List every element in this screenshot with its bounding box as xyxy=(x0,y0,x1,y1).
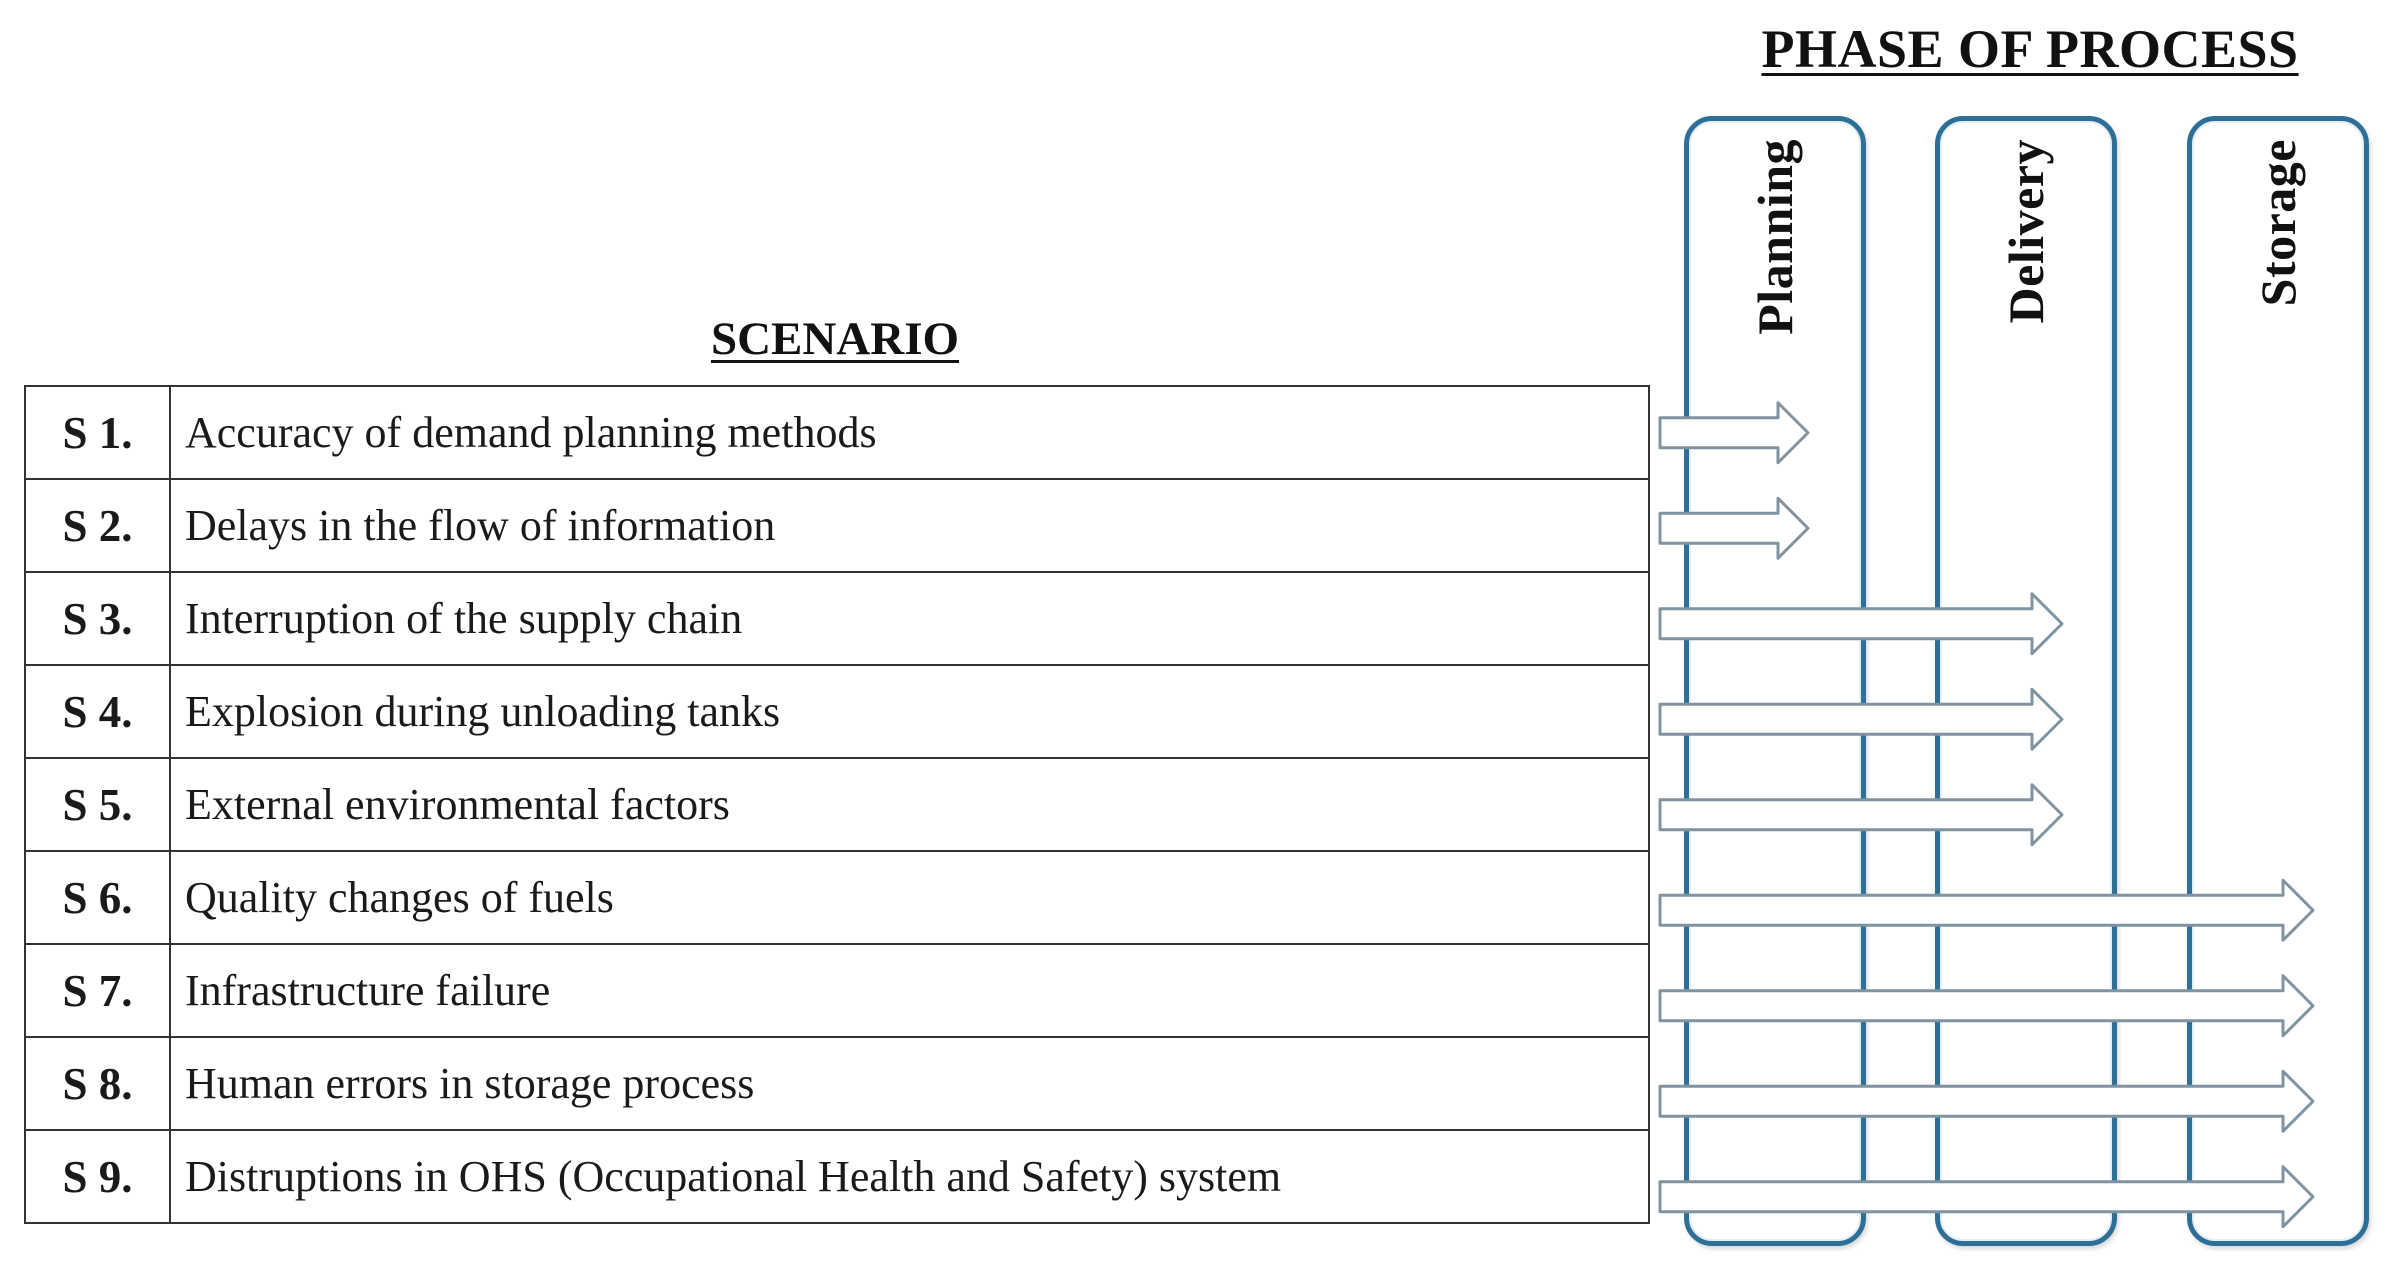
scenario-text: Accuracy of demand planning methods xyxy=(170,386,1649,479)
scenario-text: Interruption of the supply chain xyxy=(170,572,1649,665)
scenario-row xyxy=(25,944,1649,1037)
scenario-text: Infrastructure failure xyxy=(170,944,1649,1037)
scenario-row xyxy=(25,1037,1649,1130)
phase-label-planning: Planning xyxy=(1747,139,1803,335)
scenario-text: Quality changes of fuels xyxy=(170,851,1649,944)
scenario-id: S 2. xyxy=(25,479,170,572)
scenario-row xyxy=(25,1130,1649,1223)
scenario-id: S 1. xyxy=(25,386,170,479)
scenario-id: S 9. xyxy=(25,1130,170,1223)
phase-of-process-title: PHASE OF PROCESS xyxy=(1761,19,2299,79)
scenario-id: S 5. xyxy=(25,758,170,851)
scenario-id: S 8. xyxy=(25,1037,170,1130)
scenario-row xyxy=(25,479,1649,572)
scenario-title: SCENARIO xyxy=(710,313,960,365)
scenario-id: S 3. xyxy=(25,572,170,665)
scenario-text: External environmental factors xyxy=(170,758,1649,851)
scenario-table xyxy=(24,385,1650,1224)
scenario-text: Human errors in storage process xyxy=(170,1037,1649,1130)
scenario-id: S 6. xyxy=(25,851,170,944)
scenario-row xyxy=(25,851,1649,944)
scenario-id: S 4. xyxy=(25,665,170,758)
phase-label-delivery: Delivery xyxy=(1998,139,2054,324)
scenario-text: Explosion during unloading tanks xyxy=(170,665,1649,758)
phase-column-storage xyxy=(2187,116,2369,1246)
scenario-row xyxy=(25,572,1649,665)
scenario-row xyxy=(25,758,1649,851)
scenario-text: Distruptions in OHS (Occupational Health and Safety) system xyxy=(170,1130,1649,1223)
scenario-row xyxy=(25,386,1649,479)
phase-label-storage: Storage xyxy=(2250,139,2306,307)
phase-column-planning xyxy=(1684,116,1866,1246)
phase-column-delivery xyxy=(1935,116,2117,1246)
scenario-row xyxy=(25,665,1649,758)
scenario-text: Delays in the flow of information xyxy=(170,479,1649,572)
scenario-id: S 7. xyxy=(25,944,170,1037)
